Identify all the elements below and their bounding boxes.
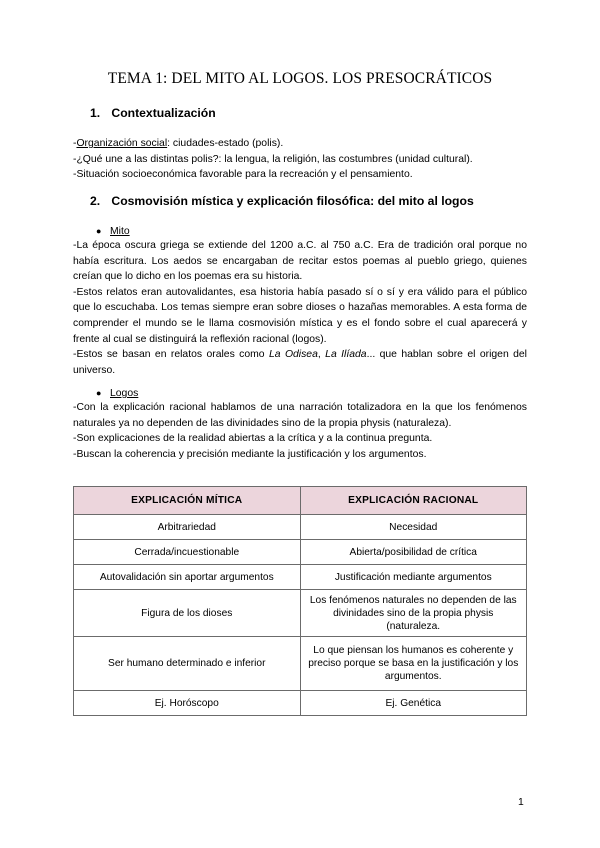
line-prefix: - [73,138,77,149]
table-row [74,590,527,637]
table-row [74,565,527,590]
logos-bullet [96,386,138,401]
bullet-icon: ● [96,226,102,236]
table-cell: Justificación mediante argumentos [300,565,527,590]
section-2-heading [90,194,474,208]
document-title: TEMA 1: DEL MITO AL LOGOS. LOS PRESOCRÁTICOS [107,70,493,87]
odisea-title: La Odisea [268,349,318,361]
mito-paragraph-1: -La época oscura griega se extiende del 1200 a.C. al 750 a.C. Era de tradición oral porque no había escritura. Los aedos se encargaban de recitar estos poemas al pueblo griego, quienes creían que lo dicho en los poemas era su historia. [73,240,527,283]
table-row [74,540,527,565]
logos-paragraph-2: -Son explicaciones de la realidad abiertas a la crítica y a la continua pregunta. [73,433,433,445]
section-1-number: 1. [90,106,101,120]
logos-label: Logos [110,388,139,399]
context-line-3: -Situación socioeconómica favorable para la recreación y el pensamiento. [73,169,413,181]
table-cell: Necesidad [300,515,527,540]
text: , [317,349,326,361]
line-text: : ciudades-estado (polis). [167,138,284,149]
table-cell: Ser humano determinado e inferior [74,637,301,691]
iliada-title: La Ilíada [325,349,367,361]
mito-paragraph-3 [73,347,527,378]
mito-body [73,238,527,378]
context-line-2: -¿Qué une a las distintas polis?: la lengua, la religión, las costumbres (unidad cultural). [73,153,473,165]
bullet-icon: ● [96,388,102,398]
header-mitica: EXPLICACIÓN MÍTICA [74,487,301,515]
logos-paragraph-1: -Con la explicación racional hablamos de una narración totalizadora en la que los fenómenos naturales ya no dependen de las divinidades sino de la propia physis (naturaleza). [73,402,527,429]
mito-label: Mito [110,226,130,237]
section-1-heading [90,106,216,120]
section-2-number: 2. [90,194,101,208]
organizacion-social-label: Organización social [76,138,168,149]
page-number: 1 [518,797,524,808]
table-cell: Los fenómenos naturales no dependen de las divinidades sino de la propia physis (naturaleza. [300,590,527,637]
logos-body [73,400,527,462]
text: ... que hablan sobre el origen del universo. [73,349,527,376]
table-cell: Abierta/posibilidad de crítica [300,540,527,565]
table-row [74,637,527,691]
table-cell: Ej. Genética [300,691,527,716]
table-cell: Autovalidación sin aportar argumentos [74,565,301,590]
context-line-1 [73,136,527,152]
section-1-title: Contextualización [111,106,216,120]
logos-paragraph-3: -Buscan la coherencia y precisión mediante la justificación y los argumentos. [73,448,427,460]
comparison-table [73,486,527,716]
mito-bullet [96,224,130,239]
table-cell: Figura de los dioses [74,590,301,637]
table-row [74,515,527,540]
table-cell: Lo que piensan los humanos es coherente y preciso porque se basa en la justificación y los argumentos. [300,637,527,691]
text: -Estos se basan en relatos orales como [73,349,269,361]
table-cell: Cerrada/incuestionable [74,540,301,565]
section-2-title: Cosmovisión mística y explicación filosófica: del mito al logos [111,194,474,208]
table-header-row [74,487,527,515]
table-cell: Ej. Horóscopo [74,691,301,716]
section-1-body [73,136,527,183]
table-cell: Arbitrariedad [74,515,301,540]
mito-paragraph-2: -Estos relatos eran autovalidantes, esa historia había pasado sí o sí y era válido para el público que lo escuchaba. Los temas siempre eran sobre dioses o hazañas memorables. A esta forma de comprender el mundo se le llama cosmovisión mística y es el fondo sobre el cual aparecerá y frente al cual se distinguirá la reflexión racional (logos). [73,286,527,345]
header-racional: EXPLICACIÓN RACIONAL [300,487,527,515]
table-row [74,691,527,716]
